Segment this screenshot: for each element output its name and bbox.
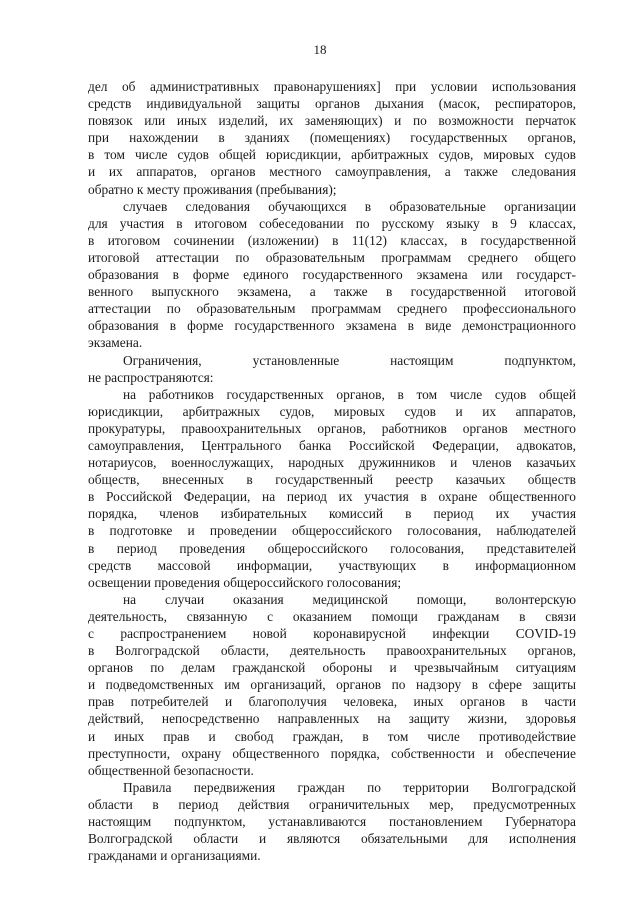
text-line: настоящим подпунктом, устанавливаются постановлением Губернатора bbox=[88, 814, 576, 830]
text-line: освещении проведения общероссийского голосования; bbox=[88, 574, 402, 590]
paragraph bbox=[88, 198, 576, 352]
text-line: органов по делам гражданской обороны и чрезвычайным ситуациям bbox=[88, 660, 576, 676]
text-line: обществ, внесенных в государственный реестр казачьих обществ bbox=[88, 472, 576, 488]
text-line: и подведомственных им организаций, органов по надзору в сфере защиты bbox=[88, 677, 576, 693]
text-line: области в период действия ограничительных мер, предусмотренных bbox=[88, 796, 576, 812]
text-line: порядка, членов избирательных комиссий в период их участия bbox=[88, 506, 576, 522]
text-line: образования в форме государственного экзамена в виде демонстрационного bbox=[88, 318, 576, 334]
text-line: деятельность, связанную с оказанием помощи гражданам в связи bbox=[88, 608, 576, 624]
text-line: при нахождении в зданиях (помещениях) государственных органов, bbox=[88, 130, 576, 146]
document-body bbox=[88, 78, 576, 864]
text-line: дел об административных правонарушениях] при условии использования bbox=[88, 79, 576, 94]
text-line: в Российской Федерации, на период их участия в охране общественного bbox=[88, 489, 576, 505]
text-line: средств массовой информации, участвующих в информационном bbox=[88, 557, 576, 573]
text-line: в период проведения общероссийского голосования, представителей bbox=[88, 540, 576, 556]
text-line: случаев следования обучающихся в образовательные организации bbox=[123, 198, 576, 214]
text-line: юрисдикции, арбитражных судов, мировых судов и их аппаратов, bbox=[88, 403, 576, 419]
text-line: аттестации по образовательным программам среднего профессионального bbox=[88, 301, 576, 317]
text-line: общественной безопасности. bbox=[88, 762, 254, 778]
text-line: на работников государственных органов, в том числе судов общей bbox=[123, 386, 576, 402]
text-line: гражданами и организациями. bbox=[88, 848, 261, 864]
text-line: прав потребителей и благополучия человека, иных органов в части bbox=[88, 694, 576, 710]
text-line: венного выпускного экзамена, а также в государственной итоговой bbox=[88, 284, 576, 300]
text-line: прокуратуры, правоохранительных органов, работников органов местного bbox=[88, 420, 576, 436]
text-line: Ограничения, установленные настоящим подпунктом, bbox=[123, 352, 576, 368]
text-line: на случаи оказания медицинской помощи, волонтерскую bbox=[123, 591, 576, 607]
page-number: 18 bbox=[313, 42, 327, 57]
text-line: в подготовке и проведении общероссийского голосования, наблюдателей bbox=[88, 523, 576, 539]
text-line: средств индивидуальной защиты органов дыхания (масок, респираторов, bbox=[88, 96, 576, 112]
paragraph bbox=[88, 352, 576, 386]
text-line: в Волгоградской области, деятельность правоохранительных органов, bbox=[88, 643, 576, 659]
text-line: Волгоградской области и являются обязательными для исполнения bbox=[88, 831, 576, 847]
text-line: в итоговом сочинении (изложении) в 11(12) классах, в государственной bbox=[88, 232, 576, 248]
text-line: итоговой аттестации по образовательным программам среднего общего bbox=[88, 249, 576, 265]
paragraph bbox=[88, 386, 576, 591]
text-line: обратно к месту проживания (пребывания); bbox=[88, 181, 337, 197]
text-line: нотариусов, военнослужащих, народных дружинников и членов казачьих bbox=[88, 455, 576, 471]
paragraph bbox=[88, 591, 576, 779]
text-line: экзамена. bbox=[88, 335, 143, 351]
text-line: и их аппаратов, органов местного самоуправления, а также следования bbox=[88, 164, 576, 180]
text-line: самоуправления, Центрального банка Российской Федерации, адвокатов, bbox=[88, 437, 576, 453]
text-line: Правила передвижения граждан по территории Волгоградской bbox=[123, 779, 576, 795]
paragraph bbox=[88, 78, 576, 198]
text-line: с распространением новой коронавирусной инфекции COVID-19 bbox=[88, 626, 576, 641]
text-line: не распространяются: bbox=[88, 369, 214, 385]
paragraph bbox=[88, 779, 576, 864]
text-line: в том числе судов общей юрисдикции, арбитражных судов, мировых судов bbox=[88, 147, 576, 163]
text-line: и иных прав и свобод граждан, в том числе противодействие bbox=[88, 728, 576, 744]
text-line: повязок или иных изделий, их заменяющих) и по возможности перчаток bbox=[88, 113, 576, 129]
text-line: образования в форме единого государственного экзамена или государст- bbox=[88, 267, 576, 283]
text-line: действий, непосредственно направленных на защиту жизни, здоровья bbox=[88, 711, 576, 727]
text-line: для участия в итоговом собеседовании по русскому языку в 9 классах, bbox=[88, 215, 576, 231]
text-line: преступности, охрану общественного порядка, собственности и обеспечение bbox=[88, 745, 576, 761]
